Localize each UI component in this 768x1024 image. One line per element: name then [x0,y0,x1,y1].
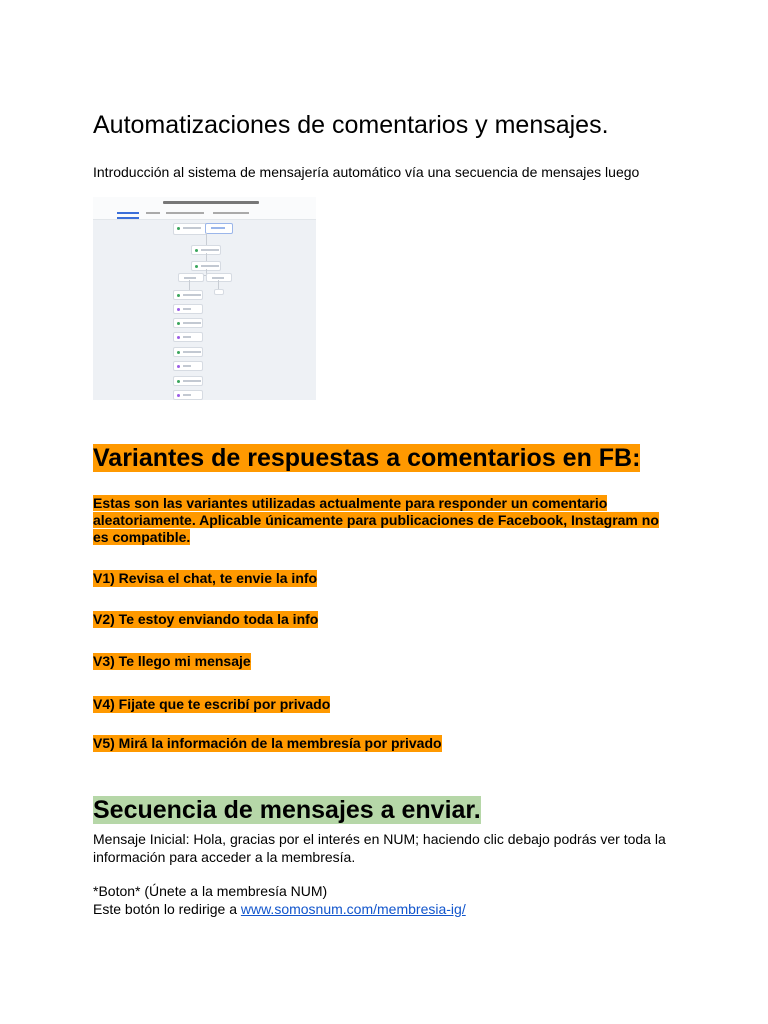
screenshot-title-bar [163,201,259,204]
fb-variants-description-text: Estas son las variantes utilizadas actualmente para responder un comentario aleatoriamente. Aplicable únicamente para publicaciones de Facebook, Instagram no es compatible. [93,495,659,545]
screenshot-tab [213,212,249,214]
intro-text: Introducción al sistema de mensajería automático vía una secuencia de mensajes luego [93,164,640,180]
flow-node [173,390,203,400]
membership-link[interactable]: www.somosnum.com/membresia-ig/ [240,901,466,917]
flow-node [173,304,203,314]
flow-node [173,347,203,357]
variant-item: V1) Revisa el chat, te envie la info [93,570,318,586]
screenshot-tab [146,212,160,214]
flow-node [173,332,203,342]
flow-node [173,376,203,386]
flow-node [173,223,207,235]
screenshot-tab [117,212,139,214]
variant-item: V2) Te estoy enviando toda la info [93,611,319,627]
initial-message: Mensaje Inicial: Hola, gracias por el interés en NUM; haciendo clic debajo podrás ver toda la información para acceder a la membresía. [93,831,666,865]
document-title: Automatizaciones de comentarios y mensajes. [93,111,609,139]
variant-item: V3) Te llego mi mensaje [93,653,251,669]
sequence-heading [93,795,481,826]
redirect-prefix: Este botón lo redirige a [93,901,241,917]
flow-node [173,290,203,300]
flow-connector [206,253,207,261]
variant-item: V4) Fijate que te escribí por privado [93,696,331,712]
screenshot-tab-underline [117,217,139,219]
flow-node [205,223,233,234]
flow-node [206,273,232,282]
button-line: *Boton* (Únete a la membresía NUM) [93,883,328,899]
fb-variants-heading-text: Variantes de respuestas a comentarios en FB: [93,444,641,472]
screenshot-header [93,197,316,220]
variant-item: V5) Mirá la información de la membresía por privado [93,735,442,751]
screenshot-tab [166,212,204,214]
flow-connector [189,280,190,290]
fb-variants-heading [93,443,640,473]
redirect-line [93,900,466,918]
fb-variants-description [93,495,673,546]
sequence-heading-text: Secuencia de mensajes a enviar. [93,796,481,824]
flow-node [214,289,224,295]
flow-connector [206,233,207,245]
flow-builder-screenshot [93,197,316,400]
flow-node [173,318,203,328]
flow-node [178,273,204,282]
flow-node [173,361,203,371]
